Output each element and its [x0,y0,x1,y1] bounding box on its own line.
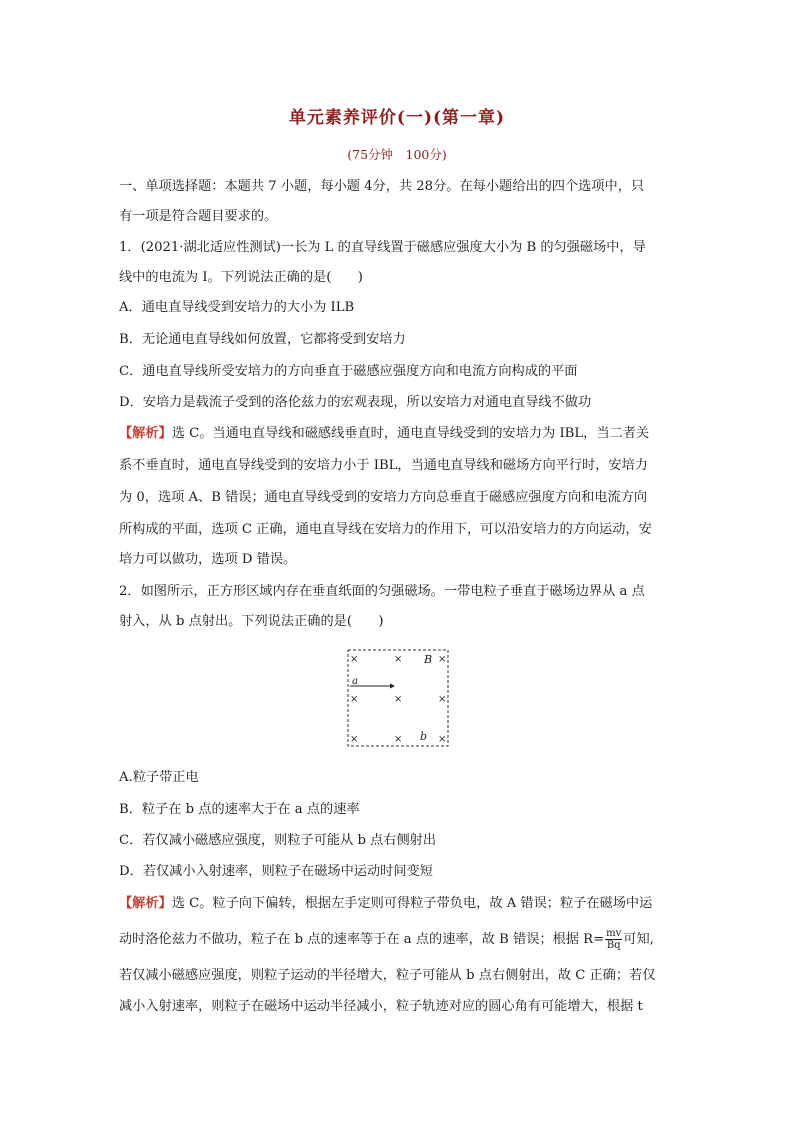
q2-analysis-line3: 若仅减小磁感应强度，则粒子运动的半径增大，粒子可能从 b 点右侧射出，故 C 正确；若仅 [119,968,656,983]
field-cross: × [350,654,359,665]
q1-option-c: C．通电直导线所受安培力的方向垂直于磁感应强度方向和电流方向构成的平面 [119,364,578,379]
page-title: 单元素养评价(一)(第一章) [288,108,506,128]
q2-option-d: D．若仅减小入射速率，则粒子在磁场中运动时间变短 [119,864,433,879]
formula-numerator: mv [606,928,622,939]
page-subtitle: (75分钟 100分) [347,147,447,162]
field-cross: × [438,654,447,665]
section-instructions-line2: 有一项是符合题目要求的。 [119,209,278,224]
q1-option-d: D．安培力是载流子受到的洛伦兹力的宏观表现，所以安培力对通电直导线不做功 [119,395,592,410]
q1-analysis-line4: 所构成的平面，选项 C 正确，通电直导线在安培力的作用下，可以沿安培力的方向运动，安 [119,522,652,537]
radius-formula [605,928,622,951]
q1-option-b: B．无论通电直导线如何放置，它都将受到安培力 [119,332,406,347]
q1-analysis-text1: 选 C。当通电直导线和磁感线垂直时，通电直导线受到的安培力为 IBL，当二者关 [171,426,650,441]
field-cross: × [438,694,447,705]
formula-denominator: Bq [606,940,621,951]
field-cross: × [394,654,403,665]
label-b-exit: b [420,730,428,743]
q2-stem-line2: 射入，从 b 点射出。下列说法正确的是( ) [119,614,384,629]
q1-analysis-line3: 为 0，选项 A、B 错误；通电直导线受到的安培力方向总垂直于磁感应强度方向和电流方向 [119,490,648,505]
magnetic-field-figure [346,648,450,748]
q1-analysis-line2: 系不垂直时，通电直导线受到的安培力小于 IBL，当通电直导线和磁场方向平行时，安培力 [119,458,648,473]
q2-analysis-line4: 减小入射速率，则粒子在磁场中运动半径减小，粒子轨迹对应的圆心角有可能增大，根据 t [119,999,643,1014]
label-b-field: B [424,653,433,666]
q2-analysis-line1 [119,894,652,914]
section-instructions-line1: 一、单项选择题：本题共 7 小题，每小题 4分，共 28分。在每小题给出的四个选项中，只 [119,179,645,194]
q2-option-c: C．若仅减小磁感应强度，则粒子可能从 b 点右侧射出 [119,833,437,848]
field-cross: × [350,734,359,745]
q2-analysis-text1: 选 C。粒子向下偏转，根据左手定则可得粒子带负电，故 A 错误；粒子在磁场中运 [171,896,653,911]
q2-option-a: A.粒子带正电 [119,770,199,785]
q2-option-b: B．粒子在 b 点的速率大于在 a 点的速率 [119,802,360,817]
q2-analysis-tag: 【解析】 [119,896,172,911]
q2-stem-line1: 2．如图所示，正方形区域内存在垂直纸面的匀强磁场。一带电粒子垂直于磁场边界从 a 点 [119,584,645,599]
q1-analysis-line5: 培力可以做功，选项 D 错误。 [119,552,297,567]
q2-analysis-line2 [119,928,654,951]
q1-stem-line1: 1．(2021·湖北适应性测试)一长为 L 的直导线置于磁感应强度大小为 B 的匀强磁场中，导 [119,240,646,255]
label-a: a [352,676,358,687]
q1-analysis-tag: 【解析】 [119,426,172,441]
q1-stem-line2: 线中的电流为 I。下列说法正确的是( ) [119,270,363,285]
field-cross: × [394,734,403,745]
q2-analysis-text2-post: 可知, [623,932,654,947]
q1-analysis-line1 [119,424,649,444]
field-cross: × [394,694,403,705]
field-cross: × [350,694,359,705]
arrow-head [390,684,395,689]
q2-analysis-text2: 动时洛伦兹力不做功，粒子在 b 点的速率等于在 a 点的速率，故 B 错误；根据 R= [119,932,605,947]
q1-option-a: A．通电直导线受到安培力的大小为 ILB [119,300,355,315]
field-cross: × [438,734,447,745]
